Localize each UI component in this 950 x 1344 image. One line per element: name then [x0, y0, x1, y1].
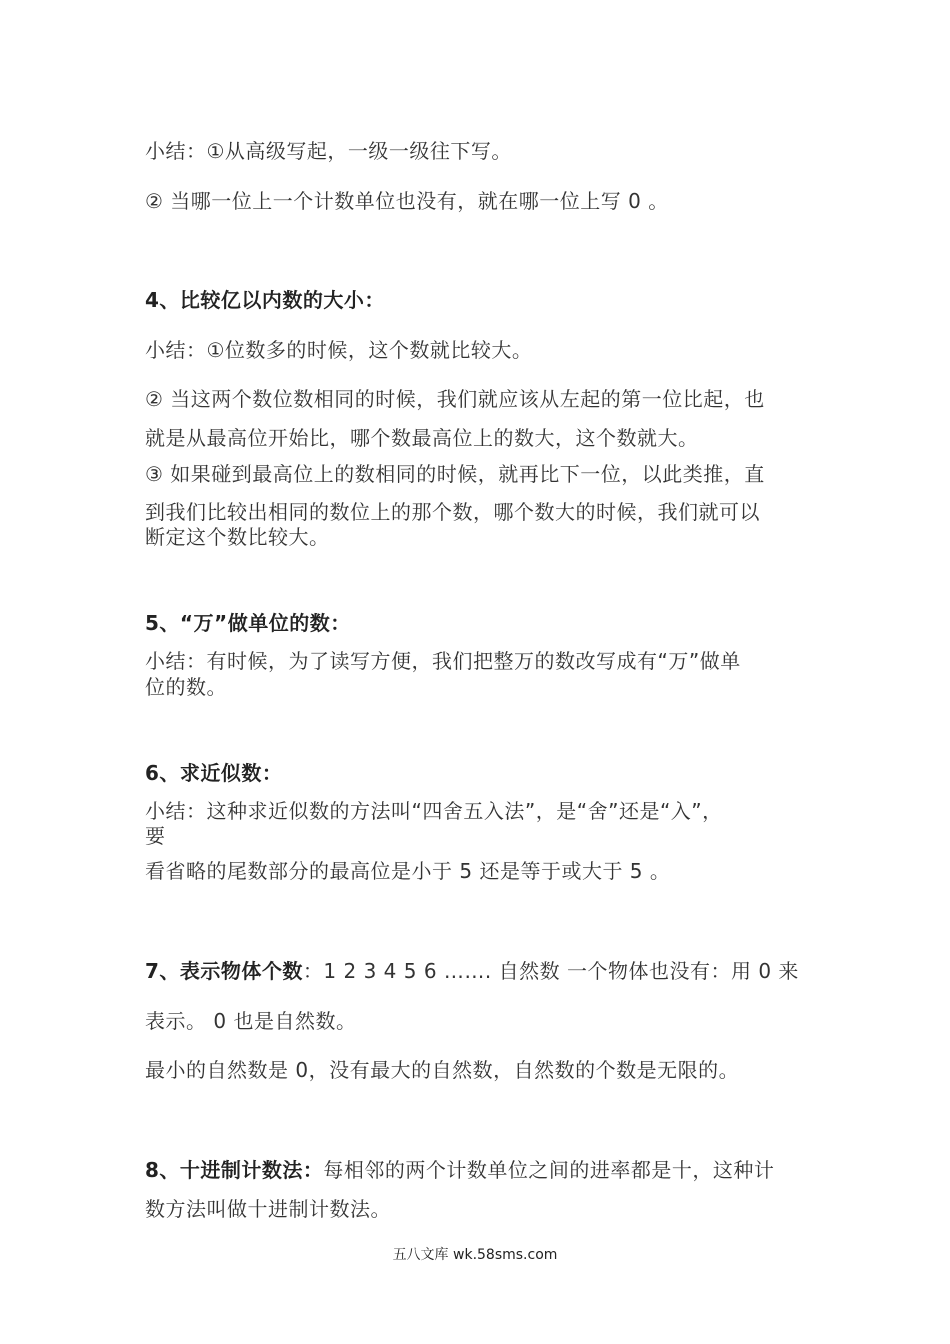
section-7-line-3: 最小的自然数是 0，没有最大的自然数，自然数的个数是无限的。 — [145, 1058, 740, 1082]
section-4-line-1: 小结：①位数多的时候，这个数就比较大。 — [145, 338, 533, 362]
section-7-line-2: 表示。 0 也是自然数。 — [145, 1009, 357, 1033]
summary-1-line-2: ② 当哪一位上一个计数单位也没有，就在哪一位上写 0 。 — [145, 189, 669, 213]
section-7-line-1 — [145, 958, 815, 984]
section-5-line-2: 位的数。 — [145, 675, 227, 699]
section-4-line-5: 到我们比较出相同的数位上的那个数，哪个数大的时候，我们就可以 — [145, 500, 760, 524]
section-8-heading: 8、十进制计数法： — [145, 1158, 324, 1182]
section-5-line-1: 小结：有时候，为了读写方便，我们把整万的数改写成有“万”做单 — [145, 649, 741, 673]
footer-watermark-text: 五八文库 wk.58sms.com — [392, 1247, 558, 1263]
summary-1-line-1: 小结：①从高级写起，一级一级往下写。 — [145, 139, 512, 163]
section-4-line-4: ③ 如果碰到最高位上的数相同的时候，就再比下一位，以此类推，直 — [145, 462, 765, 486]
section-5-heading: 5、“万”做单位的数： — [145, 611, 351, 635]
section-4-line-6: 断定这个数比较大。 — [145, 525, 330, 549]
section-4-line-3: 就是从最高位开始比，哪个数最高位上的数大，这个数就大。 — [145, 426, 699, 450]
section-6-line-3: 看省略的尾数部分的最高位是小于 5 还是等于或大于 5 。 — [145, 859, 671, 883]
section-7-line-1-text: ：1 2 3 4 5 6 ……. 自然数 一个物体也没有：用 0 来 — [302, 959, 799, 983]
section-7-heading: 7、表示物体个数 — [145, 959, 303, 983]
section-8-line-1-text: 每相邻的两个计数单位之间的进率都是十，这种计 — [323, 1158, 775, 1182]
section-4-heading: 4、比较亿以内数的大小： — [145, 288, 385, 312]
section-8-line-1 — [145, 1157, 815, 1183]
section-4-line-2: ② 当这两个数位数相同的时候，我们就应该从左起的第一位比起，也 — [145, 387, 765, 411]
section-6-heading: 6、求近似数： — [145, 761, 283, 785]
section-6-line-1: 小结：这种求近似数的方法叫“四舍五入法”，是“舍”还是“入”， — [145, 799, 723, 823]
section-8-line-2: 数方法叫做十进制计数法。 — [145, 1197, 391, 1221]
section-6-line-2: 要 — [145, 824, 166, 848]
